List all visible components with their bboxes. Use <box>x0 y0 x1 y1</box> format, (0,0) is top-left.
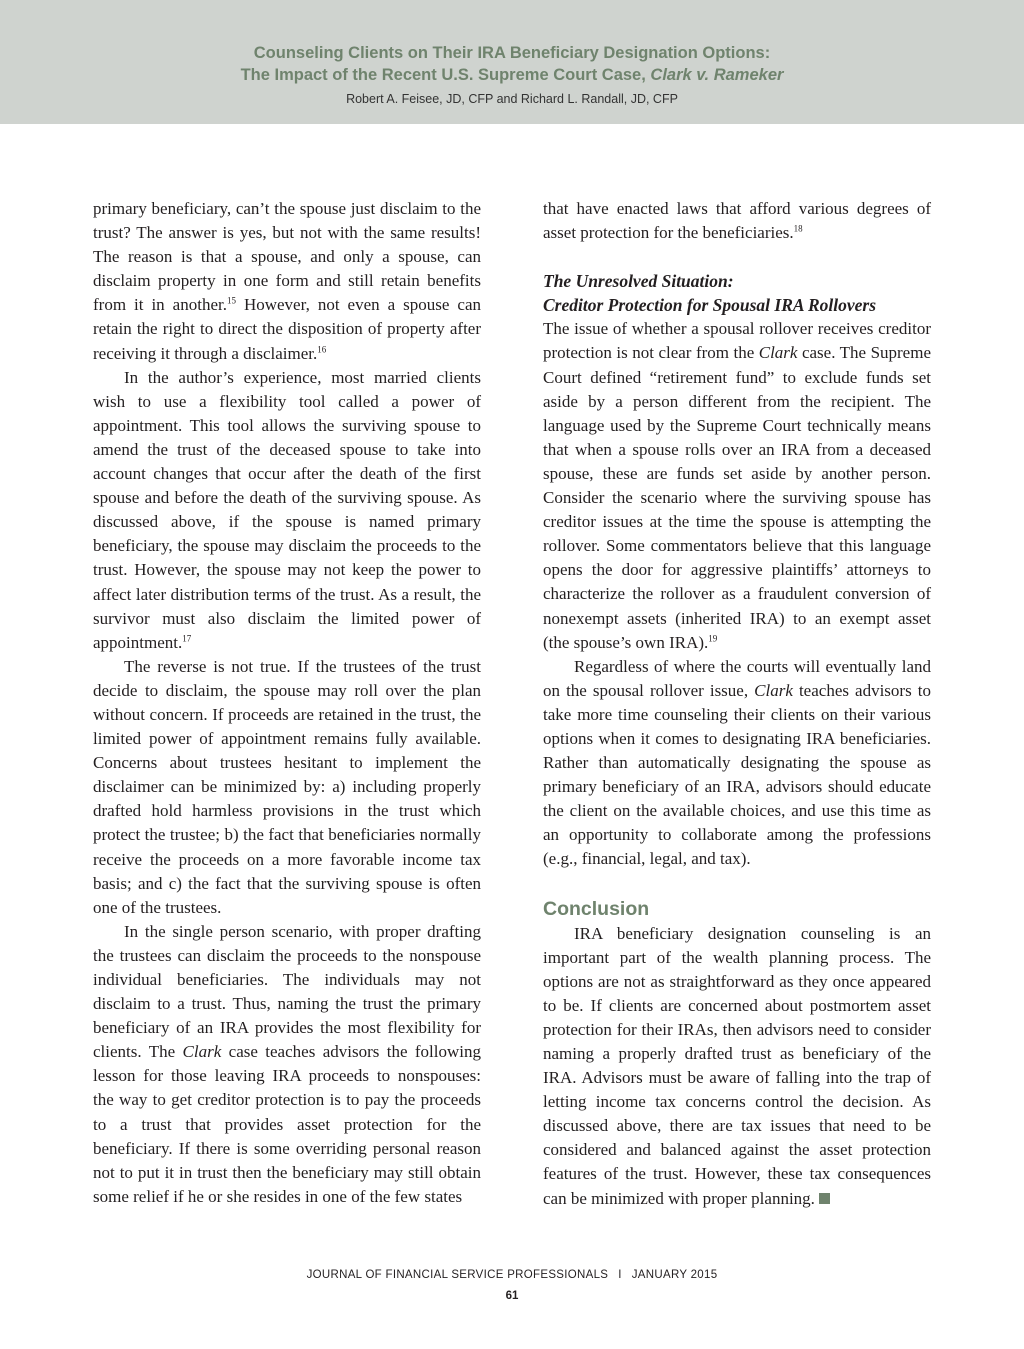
footnote-ref-17: 17 <box>182 633 192 644</box>
article-authors: Robert A. Feisee, JD, CFP and Richard L. Randall, JD, CFP <box>346 92 678 106</box>
article-title-prefix: The Impact of the Recent U.S. Supreme Court Case, <box>240 66 651 84</box>
conclusion-heading: Conclusion <box>543 897 650 920</box>
right-p1-text: that have enacted laws that afford various degrees of asset protection for the beneficiaries. <box>543 199 931 243</box>
left-p2-text: In the author’s experience, most married clients wish to use a flexibility tool called a power of appointment. This tool allows the surviving spouse to amend the trust of the deceased spouse to take into account changes that occur after the death of the first spouse and before the death of the surviving spouse. As discussed above, if the spouse is named primary beneficiary, the spouse may disclaim the proceeds to the trust. However, the spouse may not keep the power to affect later distribution terms of the trust. As a result, the survivor must also disclaim the limited power of appointment. <box>93 367 481 652</box>
article-title-line-1: Counseling Clients on Their IRA Beneficiary Designation Options: <box>253 44 771 62</box>
case-name-clark: Clark <box>758 343 798 363</box>
left-column <box>93 197 481 1209</box>
case-name-clark: Clark <box>754 680 793 700</box>
left-paragraph-4 <box>93 920 481 1209</box>
page-number: 61 <box>505 1290 519 1302</box>
footnote-ref-18: 18 <box>793 223 803 234</box>
article-title-line-2 <box>0 64 1024 86</box>
left-paragraph-3: The reverse is not true. If the trustees of the trust decide to disclaim, the spouse may roll over the plan without concern. If proceeds are retained in the trust, the limited power of appointment remains fully available. Concerns about trustees hesitant to implement the disclaimer can be minimized by: a) including properly drafted hold harmless provisions in the trust which protect the trustee; b) the fact that beneficiaries normally receive the proceeds on a more favorable income tax basis; and c) the fact that the surviving spouse is often one of the trustees. <box>93 656 481 917</box>
right-p3-text: Regardless of where the courts will eventually land on the spousal rollover issue, <box>543 656 931 700</box>
footnote-ref-15: 15 <box>226 295 236 306</box>
footnote-ref-19: 19 <box>708 632 718 643</box>
left-p1-text-2: However, not even a spouse can retain the right to direct the disposition of property after receiving it through a disclaimer. <box>93 295 481 363</box>
left-p4-text-2: case teaches advisors the following lesson for those leaving IRA proceeds to nonspouses: the way to get creditor protection is to pay the proceeds to a trust that provides asset protection for the beneficiary. If there is some overriding personal reason not to put it in trust then the beneficiary may still obtain some relief if he or she resides in one of the few states <box>93 1042 482 1206</box>
right-paragraph-3 <box>543 655 931 872</box>
case-name-clark: Clark <box>182 1042 222 1062</box>
issue-date: JANUARY 2015 <box>631 1269 718 1281</box>
subheading-line-2: Creditor Protection for Spousal IRA Rollovers <box>543 295 877 316</box>
right-paragraph-4 <box>543 922 931 1211</box>
subheading-line-1: The Unresolved Situation: <box>543 271 734 292</box>
article-title-case-name: Clark v. Rameker <box>650 66 784 84</box>
left-p4-text: In the single person scenario, with proper drafting the trustees can disclaim the proceeds to the nonspouse individual beneficiaries. The individuals may not disclaim to a trust. Thus, naming the trust the primary beneficiary of an IRA provides the most flexibility for clients. The <box>93 921 481 1062</box>
right-paragraph-2 <box>543 317 931 654</box>
right-p3-text-2: teaches advisors to take more time counseling their clients on their various options when it comes to designating IRA beneficiaries. Rather than automatically designating the spouse as primary beneficiary of an IRA, advisors should educate the client on the available choices, and use this time as an opportunity to collaborate among the professions (e.g., financial, legal, and tax). <box>543 680 931 869</box>
right-p2-text: The issue of whether a spousal rollover receives creditor protection is not clear from the <box>543 319 931 363</box>
page-footer <box>0 1269 1024 1281</box>
right-paragraph-1 <box>543 197 931 245</box>
journal-name: JOURNAL OF FINANCIAL SERVICE PROFESSIONALS <box>306 1269 609 1281</box>
left-p1-text: primary beneficiary, can’t the spouse just disclaim to the trust? The answer is yes, but not with the same results! The reason is that a spouse, and only a spouse, can disclaim property in one form and still retain benefits from it in another. <box>93 199 481 315</box>
footer-separator: I <box>618 1269 622 1281</box>
section-subheading <box>543 269 931 317</box>
left-paragraph-2 <box>93 366 481 655</box>
end-of-article-square-icon <box>819 1193 830 1204</box>
right-p4-text: IRA beneficiary designation counseling is an important part of the wealth planning process. The options are not as straightforward as they once appeared to be. If clients are concerned about postmortem asset protection for their IRAs, then advisors need to consider naming a properly drafted trust as beneficiary of the IRA. Advisors must be aware of falling into the trap of letting income tax concerns control the decision. As discussed above, there are tax issues that need to be considered and balanced against the asset protection features of the trust. However, these tax consequences can be minimized with proper planning. <box>543 923 931 1208</box>
right-column <box>543 197 931 1211</box>
left-paragraph-1 <box>93 197 481 366</box>
footnote-ref-16: 16 <box>317 343 327 354</box>
right-p2-text-2: case. The Supreme Court defined “retirement fund” to exclude funds set aside by a person different from the recipient. The language used by the Supreme Court technically means that when a spouse rolls over an IRA from a deceased spouse, these are funds set aside by another person. Consider the scenario where the surviving spouse has creditor issues at the time the spouse is attempting the rollover. Some commentators believe that this language opens the door for aggressive plaintiffs’ attorneys to characterize the rollover as a fraudulent conversion of nonexempt assets (inherited IRA) to an exempt asset (the spouse’s own IRA). <box>543 343 931 652</box>
article-header-band <box>0 0 1024 124</box>
